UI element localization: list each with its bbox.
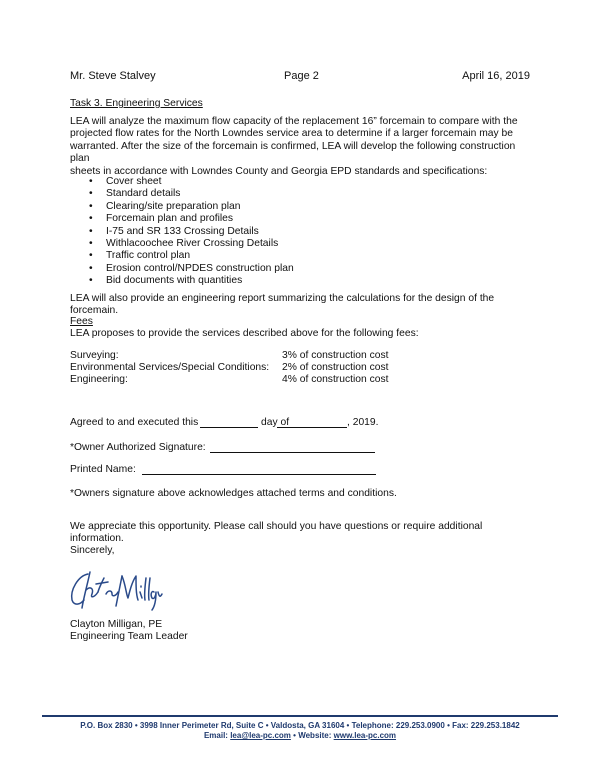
agreement-suffix: , 2019.	[347, 417, 379, 428]
email-label: Email:	[203, 731, 228, 740]
task-intro-line: sheets in accordance with Lowndes County and Georgia EPD standards and specifications:	[70, 165, 488, 177]
appreciation-text: We appreciate this opportunity. Please call should you have questions or require additional information.	[70, 521, 483, 545]
list-item: • Standard details	[70, 188, 532, 200]
sincerely-text: Sincerely,	[70, 545, 115, 556]
page-number: Page 2	[284, 70, 319, 82]
report-paragraph: LEA will also provide an engineering report summarizing the calculations for the design of the forcemain.	[70, 293, 495, 317]
handwritten-signature	[66, 568, 166, 612]
footer-street: 3998 Inner Perimeter Rd, Suite C	[139, 721, 264, 730]
letter-date: April 16, 2019	[462, 70, 530, 82]
list-item: • Withlacoochee River Crossing Details	[70, 238, 532, 250]
list-item: • Cover sheet	[70, 176, 532, 188]
agreement-prefix: Agreed to and executed this	[70, 417, 199, 428]
fees-table	[70, 350, 532, 386]
fee-row	[70, 374, 532, 386]
printed-name-row	[70, 464, 540, 478]
website-label: Website:	[298, 731, 332, 740]
day-blank[interactable]	[200, 427, 258, 428]
agreement-line	[70, 417, 540, 431]
bullet-separator: •	[293, 731, 296, 740]
bullet-separator: •	[134, 721, 138, 730]
footer-divider	[42, 715, 558, 717]
signer-title: Engineering Team Leader	[70, 631, 188, 642]
list-item: • Clearing/site preparation plan	[70, 201, 532, 213]
fee-label: Engineering:	[70, 374, 128, 385]
bullet-separator: •	[447, 721, 450, 730]
footer-fax: Fax: 229.253.1842	[452, 721, 520, 730]
signer-name: Clayton Milligan, PE	[70, 619, 163, 630]
footer-city: Valdosta, GA 31604	[270, 721, 345, 730]
footer-telephone: Telephone: 229.253.0900	[351, 721, 445, 730]
fees-intro: LEA proposes to provide the services described above for the following fees:	[70, 328, 419, 339]
task-intro	[70, 116, 532, 178]
month-blank[interactable]	[277, 427, 347, 428]
fee-row	[70, 350, 532, 362]
footer-contact	[42, 731, 558, 741]
footer-address	[42, 721, 558, 731]
fee-label: Environmental Services/Special Conditions:	[70, 362, 270, 373]
list-item: • Bid documents with quantities	[70, 275, 532, 287]
bullet-separator: •	[346, 721, 350, 730]
recipient-name: Mr. Steve Stalvey	[70, 70, 156, 82]
fee-row	[70, 362, 532, 374]
task-intro-line: LEA will analyze the maximum flow capacity of the replacement 16” forcemain to compare with the	[70, 116, 518, 127]
owner-signature-label: *Owner Authorized Signature:	[70, 442, 206, 453]
owners-note: *Owners signature above acknowledges attached terms and conditions.	[70, 488, 397, 499]
footer-po-box: P.O. Box 2830	[80, 721, 133, 730]
task-intro-line: projected flow rates for the North Lowndes service area to determine if a larger forcemain may be	[70, 128, 513, 140]
fee-label: Surveying:	[70, 350, 119, 361]
task-intro-line: warranted. After the size of the forcemain is confirmed, LEA will develop the following construction plan	[70, 140, 516, 165]
fees-heading: Fees	[70, 316, 93, 327]
list-item: • Traffic control plan	[70, 250, 532, 262]
email-link[interactable]: lea@lea-pc.com	[230, 731, 291, 740]
printed-name-field[interactable]	[142, 474, 376, 475]
owner-signature-field[interactable]	[210, 452, 375, 453]
website-link[interactable]: www.lea-pc.com	[333, 731, 397, 740]
fee-value: 4% of construction cost	[282, 374, 389, 385]
letter-header	[70, 70, 530, 84]
list-item: • I-75 and SR 133 Crossing Details	[70, 226, 532, 238]
bullet-separator: •	[265, 721, 269, 730]
agreement-middle: day of	[261, 417, 290, 428]
fee-value: 2% of construction cost	[282, 362, 389, 373]
list-item: • Erosion control/NPDES construction plan	[70, 263, 532, 275]
owner-signature-row	[70, 442, 540, 456]
task-heading: Task 3. Engineering Services	[70, 98, 203, 109]
deliverables-list	[70, 176, 532, 288]
fee-value: 3% of construction cost	[282, 350, 389, 361]
printed-name-label: Printed Name:	[70, 464, 136, 475]
list-item: • Forcemain plan and profiles	[70, 213, 532, 225]
